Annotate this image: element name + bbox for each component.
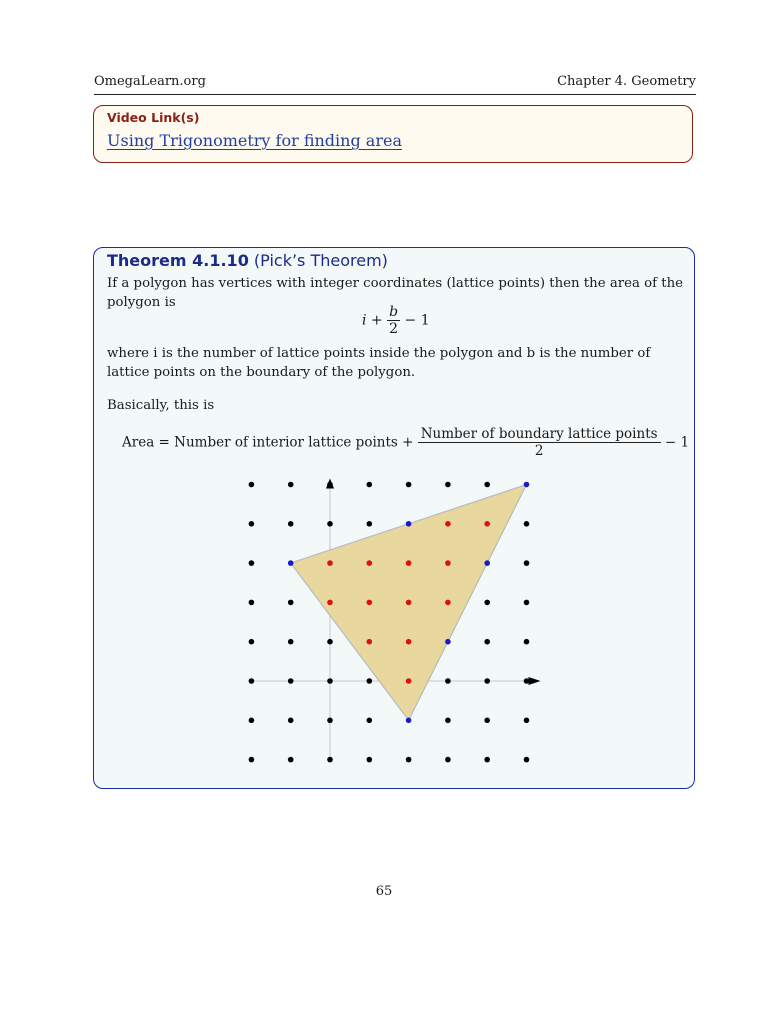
page-header: [94, 74, 696, 95]
word-formula-fraction: [418, 426, 661, 459]
theorem-box: [93, 247, 695, 789]
pick-formula: [362, 304, 430, 344]
formula-lead: i +: [362, 312, 383, 329]
video-link[interactable]: Using Trigonometry for finding area: [107, 131, 402, 150]
theorem-heading: [107, 251, 388, 270]
word-formula-lhs: Area = Number of interior lattice points +: [122, 434, 414, 451]
video-links-title: Video Link(s): [107, 110, 200, 125]
page-number: 65: [375, 884, 393, 899]
formula-tail: − 1: [404, 312, 430, 329]
formula-fraction: [387, 304, 400, 337]
video-links-box: [93, 105, 693, 163]
word-formula-denominator: 2: [534, 443, 544, 459]
word-formula: [122, 426, 689, 459]
formula-numerator: b: [389, 304, 399, 320]
basically-text: Basically, this is: [107, 398, 215, 413]
theorem-intro: If a polygon has vertices with integer coordinates (lattice points) then the area of the polygon is: [107, 276, 684, 310]
theorem-name: (Pick’s Theorem): [253, 251, 388, 270]
theorem-number: Theorem 4.1.10: [107, 251, 249, 270]
theorem-explanation: where i is the number of lattice points inside the polygon and b is the number of lattice points on the boundary of the polygon.: [107, 346, 651, 380]
formula-denominator: 2: [389, 321, 399, 337]
word-formula-rhs: − 1: [664, 434, 690, 451]
site-name: OmegaLearn.org: [94, 74, 206, 89]
chapter-title: Chapter 4. Geometry: [557, 74, 696, 89]
word-formula-numerator: Number of boundary lattice points: [418, 426, 661, 443]
